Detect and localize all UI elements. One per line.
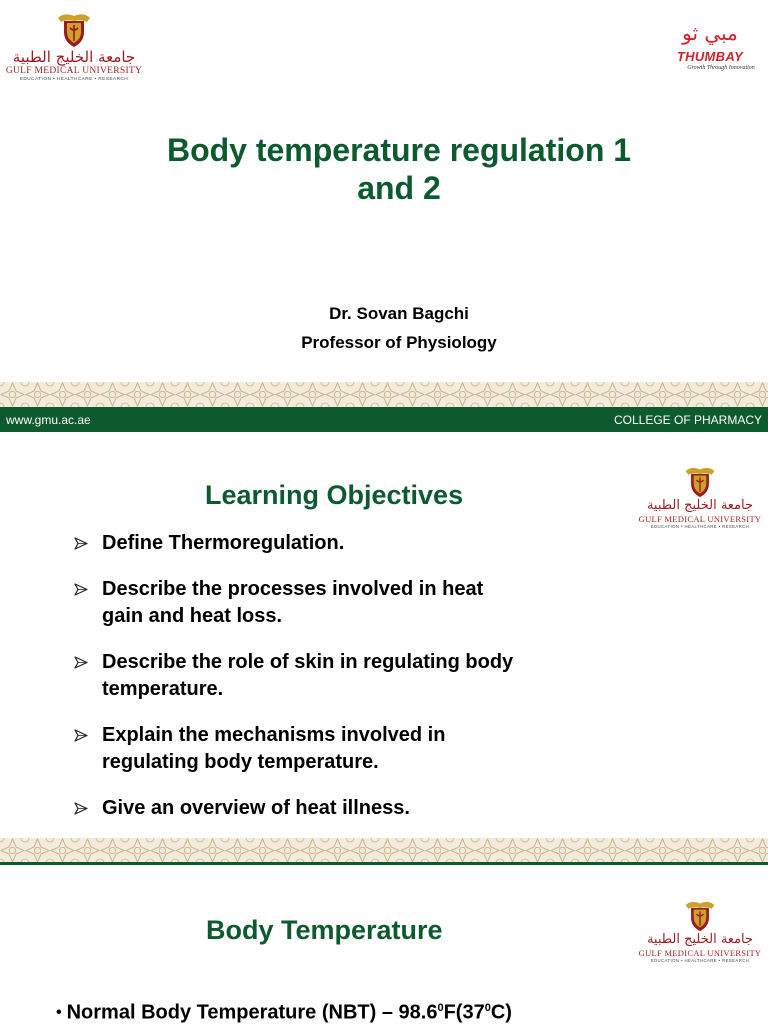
- objective-text: Give an overview of heat illness.: [102, 796, 410, 819]
- body-temperature-slide: [0, 865, 768, 1024]
- arrow-bullet-icon: [74, 729, 88, 742]
- thumbay-logo: [660, 16, 760, 72]
- objective-text-cont: gain and heat loss.: [102, 605, 283, 627]
- objective-text: Define Thermoregulation.: [102, 532, 345, 554]
- author-role: Professor of Physiology: [301, 333, 497, 352]
- nbt-bullet: [56, 995, 512, 1024]
- thumbay-name: THUMBAY: [676, 49, 744, 64]
- gmu-name: GULF MEDICAL UNIVERSITY: [638, 514, 762, 524]
- footer-website: www.gmu.ac.ae: [6, 413, 91, 427]
- gmu-crest-icon: [682, 464, 718, 498]
- bullet-dot-icon: •: [56, 1003, 62, 1021]
- gmu-logo: [636, 898, 764, 964]
- list-item: [74, 649, 574, 704]
- slide-title: [84, 131, 714, 207]
- author-name: Dr. Sovan Bagchi: [329, 304, 469, 323]
- list-item: [74, 795, 574, 823]
- footer-bar: [0, 407, 768, 432]
- objective-text-cont: temperature.: [102, 678, 224, 700]
- gmu-name: GULF MEDICAL UNIVERSITY: [638, 948, 762, 958]
- gmu-tagline: EDUCATION • HEALTHCARE • RESEARCH: [650, 958, 750, 963]
- gmu-crest-icon: [54, 10, 94, 48]
- slide-title-line1: Body temperature regulation 1: [166, 132, 632, 168]
- arrow-bullet-icon: [74, 802, 88, 815]
- objective-text: Explain the mechanisms involved in: [102, 723, 446, 746]
- nbt-text-end: C): [490, 1001, 512, 1024]
- gmu-name: GULF MEDICAL UNIVERSITY: [5, 66, 143, 76]
- arrow-bullet-icon: [74, 656, 88, 669]
- gmu-crest-icon: [682, 898, 718, 932]
- title-slide: [0, 0, 768, 432]
- objective-text: Describe the processes involved in heat: [102, 577, 484, 600]
- gmu-arabic-name: جامعة الخليج الطبية: [646, 932, 754, 947]
- list-item: [74, 530, 574, 558]
- gmu-tagline: EDUCATION • HEALTHCARE • RESEARCH: [19, 77, 129, 82]
- thumbay-arabic-name: مبي ثو: [682, 21, 738, 45]
- arabesque-pattern-band: [0, 838, 768, 863]
- body-temperature-heading: Body Temperature: [206, 915, 443, 945]
- arrow-bullet-icon: [74, 537, 88, 550]
- learning-objectives-slide: [0, 432, 768, 865]
- arabesque-pattern-band: [0, 382, 768, 407]
- objective-text: Describe the role of skin in regulating body: [102, 650, 514, 673]
- degree-superscript: 0: [484, 1002, 491, 1014]
- objectives-list: [74, 530, 574, 840]
- gmu-arabic-name: جامعة الخليج الطبية: [12, 48, 136, 66]
- gmu-logo: [6, 10, 142, 83]
- gmu-arabic-name: جامعة الخليج الطبية: [646, 498, 754, 513]
- gmu-tagline: EDUCATION • HEALTHCARE • RESEARCH: [650, 524, 750, 529]
- objectives-heading: Learning Objectives: [205, 480, 464, 510]
- footer-college: COLLEGE OF PHARMACY: [613, 413, 762, 427]
- nbt-text-mid: F(37: [443, 1001, 485, 1024]
- degree-superscript: 0: [437, 1002, 444, 1014]
- list-item: [74, 722, 574, 777]
- thumbay-tagline: Growth Through Innovation: [687, 65, 755, 71]
- list-item: [74, 576, 574, 631]
- objective-text-cont: regulating body temperature.: [102, 751, 379, 773]
- nbt-text: Normal Body Temperature (NBT) – 98.6: [66, 1001, 438, 1024]
- arrow-bullet-icon: [74, 583, 88, 596]
- slide-title-line2: and 2: [357, 170, 441, 206]
- gmu-logo: [636, 464, 764, 530]
